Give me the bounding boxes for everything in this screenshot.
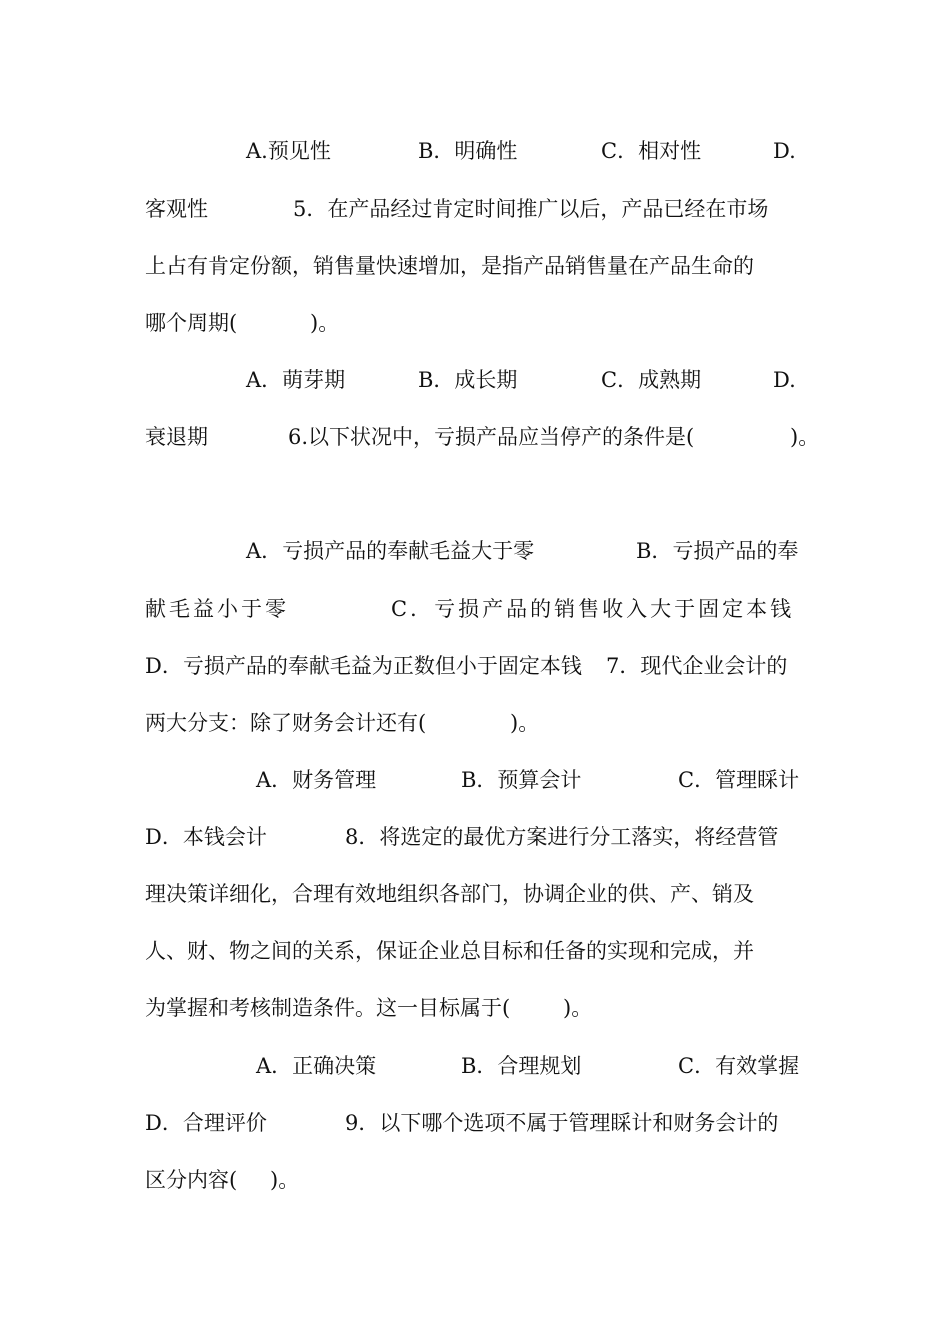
question-8-text-line: 人、财、物之间的关系，保证企业总目标和任备的实现和完成，并 [145,939,754,963]
option-d-text: D. [773,368,796,392]
answer-blank-close: )。 [790,425,820,449]
question-8-text-end: 为掌握和考核制造条件。这一目标属于( [145,996,511,1020]
answer-blank-close: )。 [310,311,340,335]
option-b-text: B．预算会计 [461,768,582,792]
option-a-text: A．萌芽期 [246,368,346,392]
option-a-text: A.预见性 [246,139,331,163]
option-c-text: C．亏损产品的销售收入大于固定本钱 [391,597,795,621]
option-d-continuation: 客观性 [145,197,208,221]
option-b-text: B．成长期 [418,368,518,392]
option-b-continuation: 献毛益小于零 [145,597,289,621]
option-d-text: D．本钱会计 [145,825,267,849]
question-8-text-line: 理决策详细化，合理有效地组织各部门，协调企业的供、产、销及 [145,882,754,906]
question-9-text: 9．以下哪个选项不属于管理睬计和财务会计的 [345,1111,779,1135]
option-b-text: B．亏损产品的奉 [636,539,799,563]
answer-blank-close: )。 [270,1168,300,1192]
question-7-text: 7．现代企业会计的 [606,654,788,678]
answer-blank-close: )。 [563,996,593,1020]
option-b-text: B．明确性 [418,139,518,163]
option-c-text: C．成熟期 [601,368,702,392]
option-c-text: C．有效掌握 [678,1054,800,1078]
option-d-text: D．亏损产品的奉献毛益为正数但小于固定本钱 [145,654,582,678]
answer-blank-close: )。 [510,711,540,735]
option-a-text: A．亏损产品的奉献毛益大于零 [246,539,535,563]
option-a-text: A．财务管理 [256,768,377,792]
option-b-text: B．合理规划 [461,1054,582,1078]
option-d-continuation: 衰退期 [145,425,208,449]
question-5-text-line: 上占有肯定份额，销售量快速增加，是指产品销售量在产品生命的 [145,254,754,278]
question-5-text: 5．在产品经过肯定时间推广以后，产品已经在市场 [293,197,769,221]
option-c-text: C．管理睬计 [678,768,800,792]
question-5-text-end: 哪个周期( [145,311,238,335]
question-8-text: 8．将选定的最优方案进行分工落实，将经营管 [345,825,779,849]
question-6-text: 6.以下状况中，亏损产品应当停产的条件是( [288,425,695,449]
question-7-text-end: 两大分支：除了财务会计还有( [145,711,427,735]
option-c-text: C．相对性 [601,139,702,163]
option-d-text: D. [773,139,796,163]
question-9-text-end: 区分内容( [145,1168,238,1192]
option-a-text: A．正确决策 [256,1054,377,1078]
option-d-text: D．合理评价 [145,1111,267,1135]
